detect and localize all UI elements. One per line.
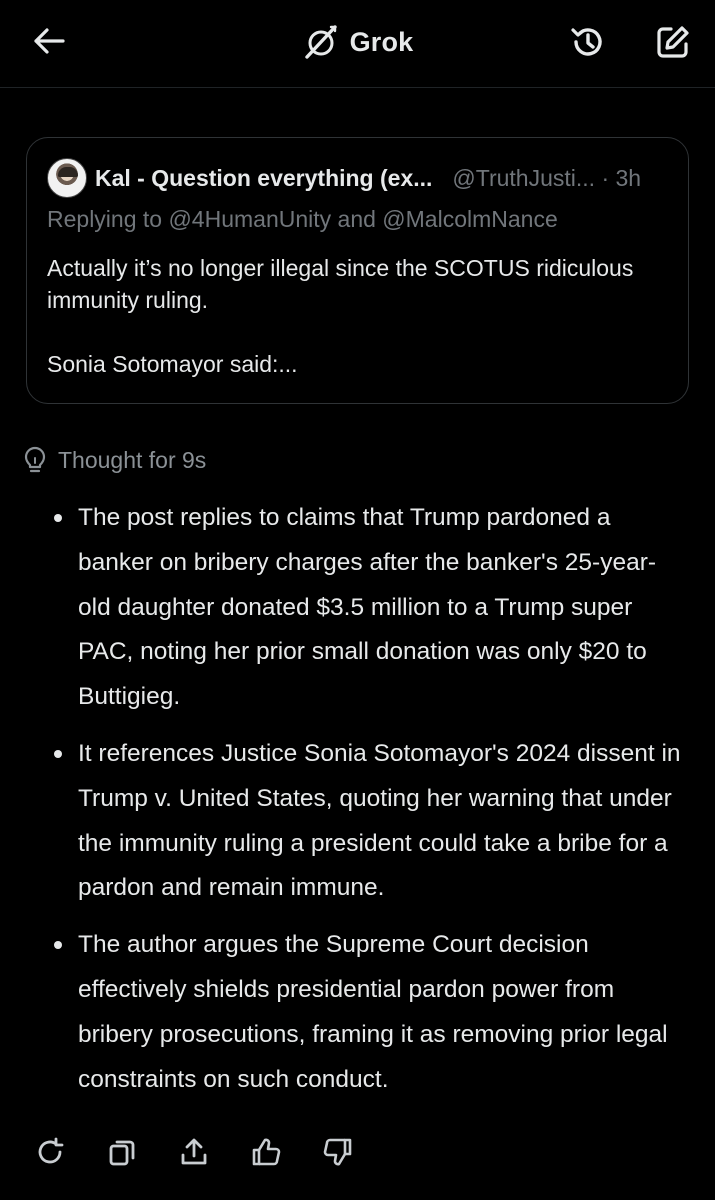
quoted-post-paragraph: Actually it’s no longer illegal since the SCOTUS ridiculous immunity ruling. — [47, 255, 634, 313]
compose-icon — [655, 24, 691, 60]
list-item-text: The author argues the Supreme Court decision effectively shields presidential pardon power from bribery prosecutions, framing it as removing prior legal constraints on such conduct. — [78, 931, 668, 1093]
bullet-dot — [54, 941, 62, 949]
history-button[interactable] — [568, 22, 608, 62]
grok-logo-icon — [302, 23, 340, 61]
author-handle: @TruthJusti... · 3h — [452, 164, 642, 191]
thumbs-up-icon — [250, 1136, 282, 1168]
copy-button[interactable] — [102, 1132, 142, 1172]
quoted-post-header — [47, 158, 668, 198]
quoted-post-paragraph: Sonia Sotomayor said:... — [47, 351, 298, 377]
summary-list — [54, 496, 684, 1114]
dislike-button[interactable] — [318, 1132, 358, 1172]
list-item — [54, 732, 684, 911]
copy-icon — [106, 1136, 138, 1168]
replying-to: Replying to @4HumanUnity and @MalcolmNance — [47, 206, 558, 232]
list-item-text: The post replies to claims that Trump pardoned a banker on bribery charges after the banker's 25-year-old daughter donated $3.5 million to a Trump super PAC, noting her prior small donation was only $20 to Buttigieg. — [78, 504, 657, 711]
list-item-text: It references Justice Sonia Sotomayor's 2024 dissent in Trump v. United States, quoting her warning that under the immunity ruling a president could take a bribe for a pardon and remain immune. — [78, 739, 681, 902]
share-button[interactable] — [174, 1132, 214, 1172]
response-actions — [30, 1130, 390, 1174]
regenerate-icon — [34, 1136, 66, 1168]
list-item — [54, 496, 684, 720]
bullet-dot — [54, 750, 62, 758]
list-item — [54, 923, 684, 1102]
quoted-post-card[interactable] — [26, 137, 689, 404]
history-icon — [569, 23, 607, 61]
bullet-dot — [54, 514, 62, 522]
author-name[interactable]: Kal - Question everything (ex... — [95, 164, 433, 191]
page-title: Grok — [349, 26, 414, 57]
like-button[interactable] — [246, 1132, 286, 1172]
quoted-post-text — [47, 252, 647, 380]
new-chat-button[interactable] — [653, 22, 693, 62]
thought-label: Thought for 9s — [58, 446, 207, 473]
top-bar — [0, 0, 715, 88]
avatar[interactable] — [47, 158, 87, 198]
thumbs-down-icon — [322, 1136, 354, 1168]
share-icon — [178, 1136, 210, 1168]
regenerate-button[interactable] — [30, 1132, 70, 1172]
lightbulb-icon — [22, 446, 48, 474]
thought-toggle[interactable] — [22, 444, 206, 476]
